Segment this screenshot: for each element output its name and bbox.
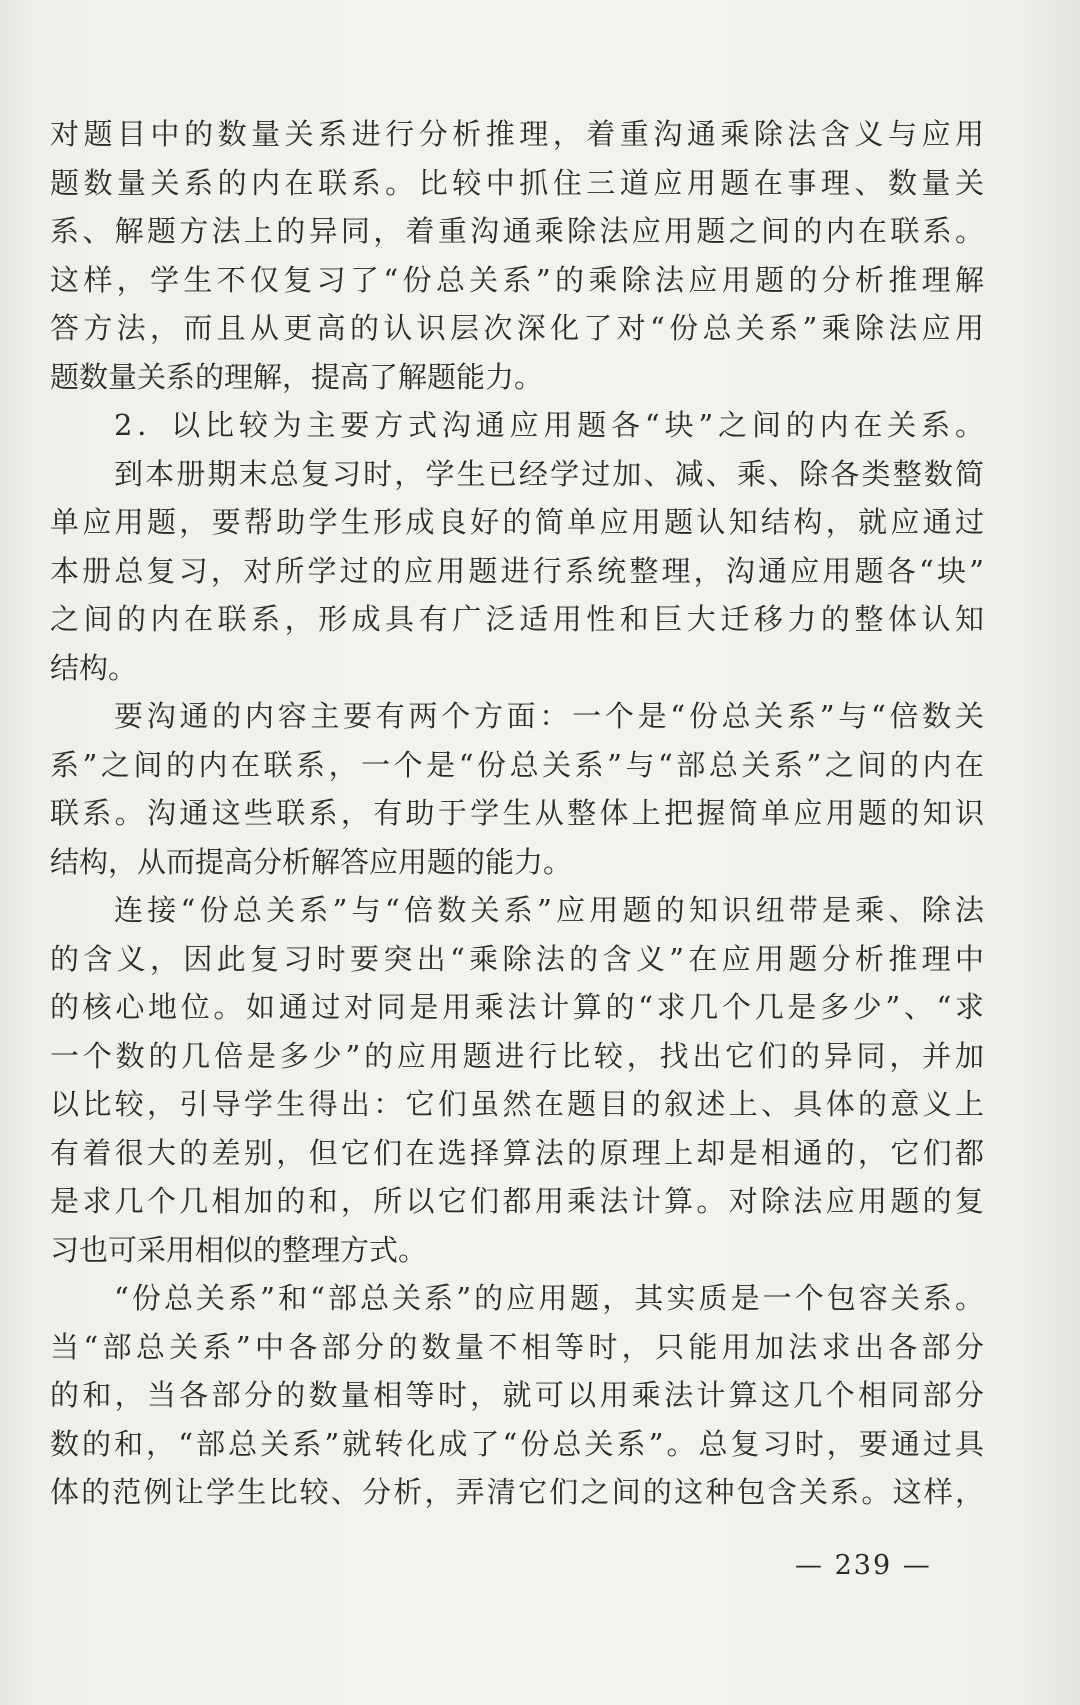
text-line: 这样，学生不仅复习了“份总关系”的乘除法应用题的分析推理解 <box>50 262 984 297</box>
text-line: 数的和，“部总关系”就转化成了“份总关系”。总复习时，要通过具 <box>50 1426 984 1461</box>
text-line: 的含义，因此复习时要突出“乘除法的含义”在应用题分析推理中 <box>50 941 984 976</box>
text-line: 结构。 <box>50 650 138 685</box>
text-line: 习也可采用相似的整理方式。 <box>50 1232 428 1267</box>
text-line: 题数量关系的理解，提高了解题能力。 <box>50 359 544 394</box>
text-line: 系”之间的内在联系，一个是“份总关系”与“部总关系”之间的内在 <box>50 747 984 782</box>
text-line: 题数量关系的内在联系。比较中抓住三道应用题在事理、数量关 <box>50 165 984 200</box>
text-line: 以比较，引导学生得出：它们虽然在题目的叙述上、具体的意义上 <box>50 1087 984 1121</box>
text-line: “份总关系”和“部总关系”的应用题，其实质是一个包容关系。 <box>114 1281 984 1315</box>
text-line: 当“部总关系”中各部分的数量不相等时，只能用加法求出各部分 <box>50 1329 984 1364</box>
text-line: 的核心地位。如通过对同是用乘法计算的“求几个几是多少”、“求 <box>50 990 984 1024</box>
text-line: 的和，当各部分的数量相等时，就可以用乘法计算这几个相同部分 <box>50 1378 984 1412</box>
text-line: 一个数的几倍是多少”的应用题进行比较，找出它们的异同，并加 <box>50 1038 984 1073</box>
text-line: 本册总复习，对所学过的应用题进行系统整理，沟通应用题各“块” <box>50 553 984 588</box>
text-line: 体的范例让学生比较、分析，弄清它们之间的这种包含关系。这样， <box>50 1475 984 1509</box>
text-line: 系、解题方法上的异同，着重沟通乘除法应用题之间的内在联系。 <box>50 214 984 248</box>
text-line: 连接“份总关系”与“倍数关系”应用题的知识纽带是乘、除法 <box>114 893 984 927</box>
text-line: 结构，从而提高分析解答应用题的能力。 <box>50 844 573 879</box>
text-line: 有着很大的差别，但它们在选择算法的原理上却是相通的，它们都 <box>50 1135 984 1170</box>
text-line: 要沟通的内容主要有两个方面：一个是“份总关系”与“倍数关 <box>114 699 984 733</box>
text-line: 单应用题，要帮助学生形成良好的简单应用题认知结构，就应通过 <box>50 505 984 539</box>
body-text <box>50 110 984 1517</box>
text-line: 对题目中的数量关系进行分析推理，着重沟通乘除法含义与应用 <box>50 117 984 151</box>
page-number: — 239 — <box>795 1550 932 1581</box>
text-line: 2．以比较为主要方式沟通应用题各“块”之间的内在关系。 <box>114 408 984 442</box>
text-line: 之间的内在联系，形成具有广泛适用性和巨大迁移力的整体认知 <box>50 602 984 636</box>
text-line: 联系。沟通这些联系，有助于学生从整体上把握简单应用题的知识 <box>50 796 984 830</box>
text-line: 是求几个几相加的和，所以它们都用乘法计算。对除法应用题的复 <box>50 1184 984 1218</box>
text-line: 答方法，而且从更高的认识层次深化了对“份总关系”乘除法应用 <box>50 311 984 345</box>
text-line: 到本册期末总复习时，学生已经学过加、减、乘、除各类整数简 <box>114 456 984 491</box>
